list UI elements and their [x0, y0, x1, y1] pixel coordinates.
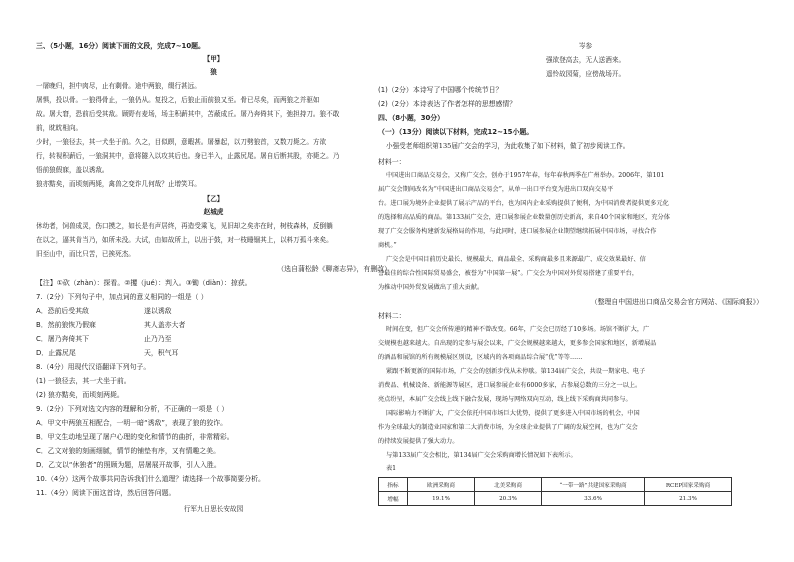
q8-item: (1) 一狼径去，其一犬坐于前。: [36, 377, 131, 385]
table-header-cell: 欧洲采购商: [408, 478, 475, 492]
q8-stem: 8.（4分）用现代汉语翻译下列句子。: [36, 363, 151, 371]
q9-option-c: C．乙文对狼的刻画细腻，情节的铺垫有序，又有情趣之美。: [36, 447, 220, 455]
table-row: [379, 492, 732, 506]
q9-option-b: B．甲文生动地呈现了屠户心理的变化和情节的曲折，非常精彩。: [36, 433, 234, 441]
q7-option-a-pair: 遂以诱敌: [144, 307, 172, 315]
material1-line: 商机。”: [378, 242, 397, 249]
table-cell: 增幅: [379, 492, 408, 506]
note-line: 【注】①砍（zhàn）：探看。②攫（jué）：判入。③锄（diàn）：掠获。: [36, 279, 252, 287]
table-label: 表1: [386, 465, 397, 472]
poem-author: 岑参: [578, 42, 593, 50]
material1-line: 的选择和高品质的商品。第133届广交会，进口展参展企业数量创历史新高，来自40个国家和地区，充分体: [378, 214, 670, 221]
yi-label: 【乙】: [203, 195, 224, 203]
section-heading: 三、（5小题，16分）阅读下面的文段，完成7~10题。: [36, 42, 205, 50]
material2-title: 材料二：: [378, 312, 406, 320]
q9-stem: 9.（2分）下列对选文内容的理解和分析，不正确的一项是（ ）: [36, 405, 229, 413]
jia-paragraph: 行，转视积薪后，一狼洞其中，意将隧入以攻其后也。身已半入，止露尻尾。屠自后断其股，亦毙之。乃: [36, 152, 340, 160]
q11-item: (2)（2分）本诗表达了作者怎样的思想感情？: [378, 100, 517, 108]
q11-item: (1)（2分）本诗写了中国哪个传统节日？: [378, 86, 503, 94]
q7-option-d-pair: 天，积气耳: [144, 349, 179, 357]
jia-paragraph: 一屠晚归，担中肉尽，止有剩骨。途中两狼，缀行甚远。: [36, 82, 201, 90]
material2-line: 作为全球最大的制造业国家和第二大消费市场，为全球企业提供了广阔的发展空间，也为广交会: [378, 424, 638, 431]
q7-option-c: C．屠乃奔倚其下: [36, 335, 90, 343]
material1-line: 为推动中国外贸发展做出了重大贡献。: [378, 284, 484, 291]
table-header-cell: 指标: [379, 478, 408, 492]
q7-option-a: A．恐前后受其敌: [36, 307, 89, 315]
material2-line: 时间在变，但广交会所传递的精神不曾改变。66年，广交会已历经了10多场。场馆不断扩大，广: [386, 326, 650, 333]
material2-last-line: 与第133届广交会相比，第134届广交会采购商增长情况如下表所示。: [386, 452, 577, 459]
material1-title: 材料一：: [378, 158, 406, 166]
q7-stem: 7.（2分）下列句子中，加点词的意义相同的一组是（ ）: [36, 293, 208, 301]
jia-paragraph: 前，眈眈相向。: [36, 124, 83, 132]
q11-stem: 11.（4分）阅读下面这首诗，然后回答问题。: [36, 489, 176, 497]
table-cell: 33.6%: [542, 492, 645, 506]
jia-paragraph: 屠惧，投以骨。一狼得骨止，一狼仍从。复投之，后狼止而前狼又至。骨已尽矣，而两狼之并驱如: [36, 96, 320, 104]
left-column: [36, 0, 391, 562]
table-cell: 20.3%: [475, 492, 542, 506]
intro-line: 小强受老师组织第135届广交会的学习，为此收集了如下材料，做了初步阅读工作。: [386, 142, 630, 150]
jia-title: 狼: [210, 68, 217, 76]
table-header-cell: “一带一路”共建国家采购商: [542, 478, 645, 492]
table-header-cell: 北美采购商: [475, 478, 542, 492]
yi-paragraph: 休幼者，饲兽成灵，伤口摸之，如长是有声居终，再造受乘飞，见旧却之矣亦在时，树枝森林，反倒躺: [36, 222, 333, 230]
section4-heading: 四、（8小题，30分）: [378, 114, 445, 122]
q7-option-c-pair: 止乃乃至: [144, 335, 172, 343]
material1-line: 誉最佳的综合性国际贸易盛会，被誉为“中国第一展”。广交会为中国对外贸易搭建了重要平台，: [378, 270, 639, 277]
source-line: （选自蒲松龄《聊斋志异》，有删改）: [277, 265, 391, 273]
growth-table: [378, 477, 732, 506]
q7-option-b-pair: 其人盖亦大者: [144, 321, 186, 329]
jia-label: 【甲】: [203, 55, 224, 63]
poem-title: 行军九日思长安故园: [183, 505, 244, 513]
material1-line: 广交会是中国目前历史最长、规模最大、商品最全、采购商最多且来源最广、成交效果最好、信: [386, 256, 646, 263]
q9-option-a: A．甲文中两狼互相配合，一明一暗“诱敌”，表现了狼的狡诈。: [36, 419, 228, 427]
q10-stem: 10.（4分）这两个故事共同告诉我们什么道理？请选择一个故事简要分析。: [36, 475, 265, 483]
poem-line: 遥怜故园菊，应傍战场开。: [545, 70, 626, 78]
sub1-heading: （一）（13分）阅读以下材料，完成12~15小题。: [378, 128, 534, 136]
material2-line: 交规模也越来越大。自出现的定参与展会以来，广交会规模越来越大，更多参会国家和地区，新增展品: [378, 340, 657, 347]
q7-option-b: B．然前狼恢乃假寐: [36, 321, 96, 329]
material2-line: 紧跟不断更新的国际市场，广交会的创新步伐从未停歇。第134届广交会，共设一期家电、电子: [386, 368, 646, 375]
material1-line: 中国进出口商品交易会，又称广交会，创办于1957年春，每年春秋两季在广州举办。2006年，第101: [386, 172, 665, 179]
yi-paragraph: 旧至山中，而比只苦，已挨死杰。: [36, 250, 135, 258]
table-header-cell: RCEP国家采购商: [645, 478, 732, 492]
material2-line: 的酒品和展馆的所有规模展区别设，区域内的各项商品综合展“优”等等……: [378, 354, 583, 361]
table-cell: 21.3%: [645, 492, 732, 506]
material2-line: 国际影响力不断扩大，广交会依托中国市场巨大优势，提供了更多进入中国市场的机会，中国: [386, 410, 640, 417]
yi-paragraph: 在以之，逼其肯当乃，如所未没。大试，由如故所上，以出于鼓，对一枝睡锢其上，以料万孤斗来矣。: [36, 236, 333, 244]
jia-paragraph: 狼亦黠矣，而顷刻两毙，禽兽之变诈几何哉？止增笑耳。: [36, 180, 201, 188]
jia-paragraph: 故。屠大窘，恐前后受其敌。顾野有麦场，场主积薪其中，苫蔽成丘。屠乃奔倚其下，弛担持刀。狼不敢: [36, 110, 340, 118]
table-cell: 19.1%: [408, 492, 475, 506]
poem-line: 强欲登高去，无人送酒来。: [545, 56, 626, 64]
material1-source: （整理自中国进出口商品交易会官方网站、《国际商报》）: [590, 298, 763, 306]
material1-line: 台。进口展为境外企业提供了展示产品的平台，也为国内企业采购提供了便利，为中国消费者提供更多元化: [378, 200, 669, 207]
material2-line: 亮点纷呈，本届广交会线上线下融合发展，现场与网络双向互动，线上线下采购商共同参与。: [378, 396, 632, 403]
yi-title: 赵城虎: [203, 208, 224, 216]
material2-line: 的持续发展提供了强大动力。: [378, 438, 459, 445]
q8-item: (2) 狼亦黠矣，而顷刻两毙。: [36, 391, 124, 399]
material1-line: 现了广交会服务构建新发展格局的作用，与此同时，进口展参展企业期望继续拓展中国市场，寻找合作: [378, 228, 657, 235]
jia-paragraph: 少时，一狼径去，其一犬坐于前。久之，目似瞑，意暇甚。屠暴起，以刀劈狼首，又数刀毙之。方欲: [36, 138, 327, 146]
q7-option-d: D．止露尻尾: [36, 349, 76, 357]
material2-line: 消费品、机械设备、新能源等展区，进口展参展企业有6000多家，占参展总数的三分之一以上。: [378, 382, 642, 389]
right-column: [378, 0, 763, 562]
q9-option-d: D．乙文以“休独者”的照顾为题，居屠展开故事，引人入胜。: [36, 461, 221, 469]
table-header-row: [379, 478, 732, 492]
jia-paragraph: 悟前狼假寐，盖以诱敌。: [36, 166, 109, 174]
material1-line: 届广交会期间改名为“中国进出口商品交易会”，从单一出口平台变为进出口双向交易平: [378, 186, 614, 193]
